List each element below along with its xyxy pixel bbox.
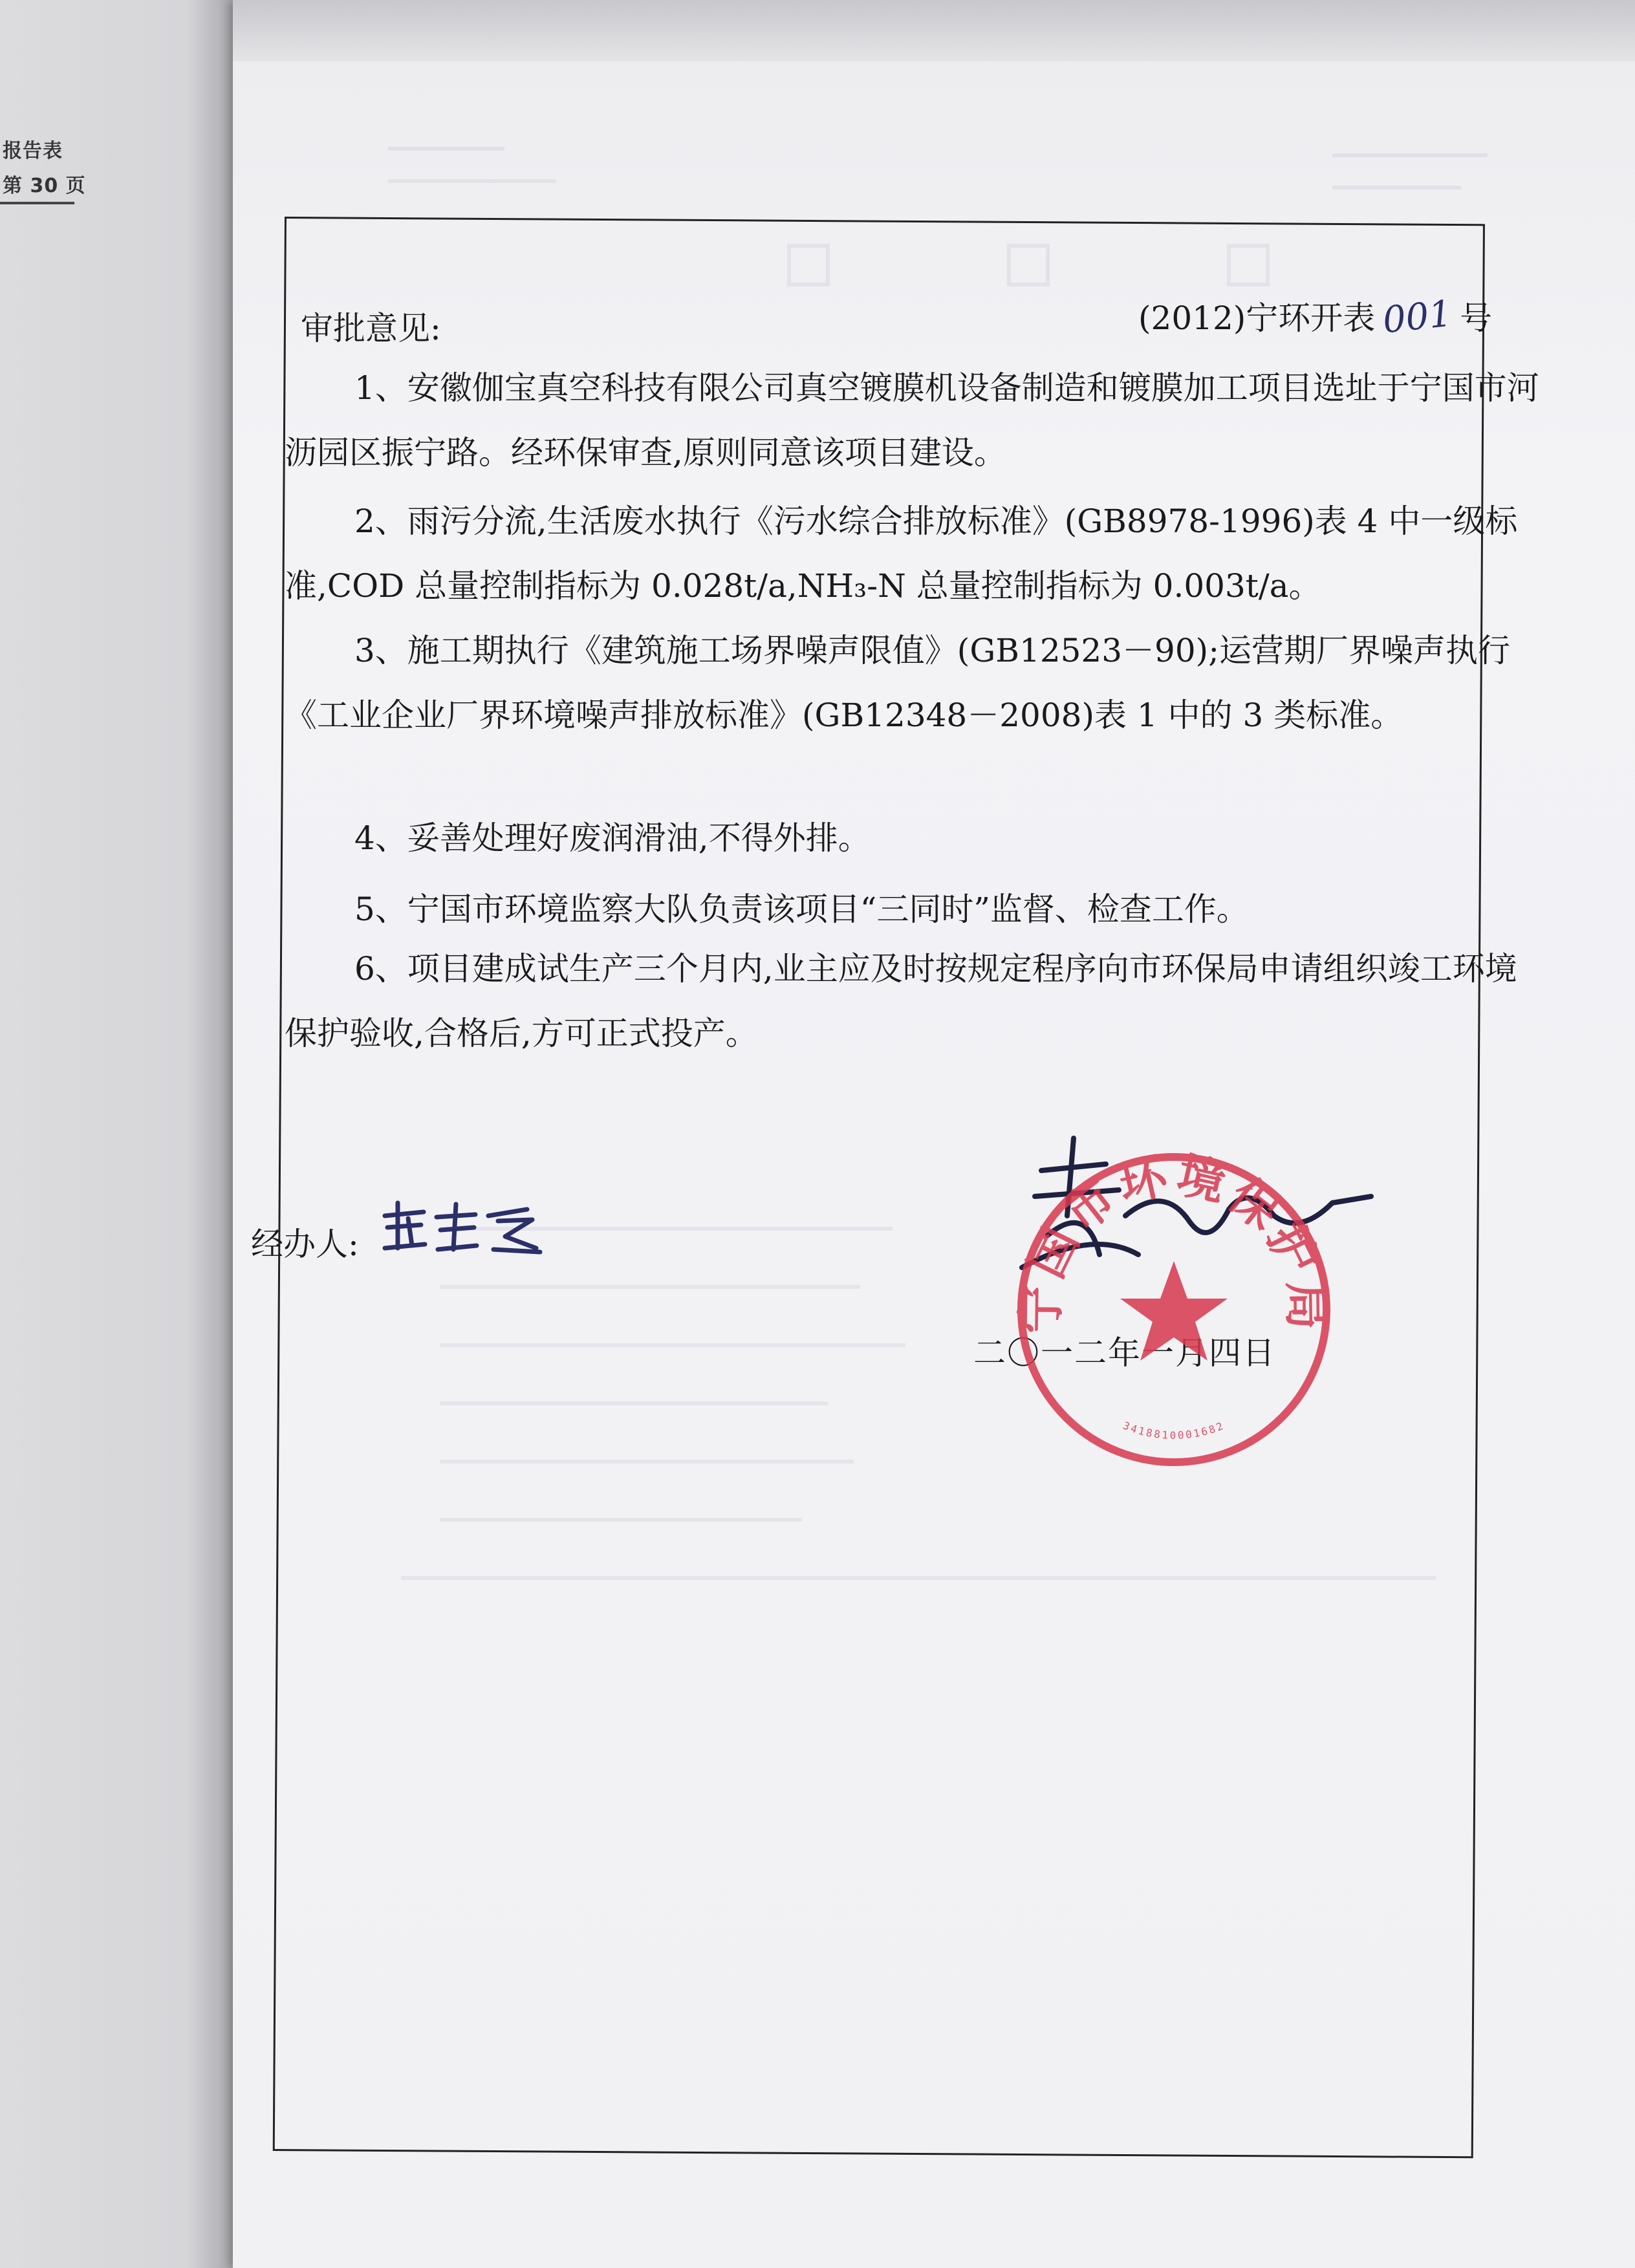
handler-signature-image [378,1190,547,1261]
svg-text:3418810001682: 3418810001682 [1121,1419,1227,1442]
opinion-item-1: 1、安徽伽宝真空科技有限公司真空镀膜机设备制造和镀膜加工项目选址于宁国市河沥园区振宁路。经环保审查,原则同意该项目建设。 [285,369,1539,471]
document-number-handwritten: 001 [1381,292,1455,342]
official-seal-image [1009,1145,1339,1474]
svg-text:宁国市环境保护局: 宁国市环境保护局 [1013,1147,1335,1334]
opinion-item-5: 5、宁国市环境监察大队负责该项目“三同时”监督、检查工作。 [354,891,1249,928]
document-number-prefix: (2012)宁环开表 [1138,299,1376,337]
handler-label: 经办人: [251,1226,359,1263]
issue-date: 二〇一二年一月四日 [973,1334,1276,1372]
page-top-shadow [233,0,1635,61]
opinion-item-2: 2、雨污分流,生活废水执行《污水综合排放标准》(GB8978-1996)表 4 中一级标准,COD 总量控制指标为 0.028t/a,NH₃-N 总量控制指标为 0.003t/a。 [285,502,1518,605]
opinion-item-4: 4、妥善处理好废润滑油,不得外排。 [354,819,871,857]
previous-page-edge [0,0,233,2268]
document-number-suffix: 号 [1460,299,1493,337]
opinion-item-6: 6、项目建成试生产三个月内,业主应及时按规定程序向市环保局申请组织竣工环境保护验收,合格后,方可正式投产。 [285,950,1517,1052]
approval-heading: 审批意见: [301,310,441,347]
opinion-item-3: 3、施工期执行《建筑施工场界噪声限值》(GB12523－90);运营期厂界噪声执行《工业企业厂界环境噪声排放标准》(GB12348－2008)表 1 中的 3 类标准。 [285,632,1511,734]
previous-page-number: 第 30 页 [3,175,86,197]
previous-page-rule [0,202,74,204]
document-number [1138,292,1493,342]
previous-page-title: 报告表 [3,140,63,162]
